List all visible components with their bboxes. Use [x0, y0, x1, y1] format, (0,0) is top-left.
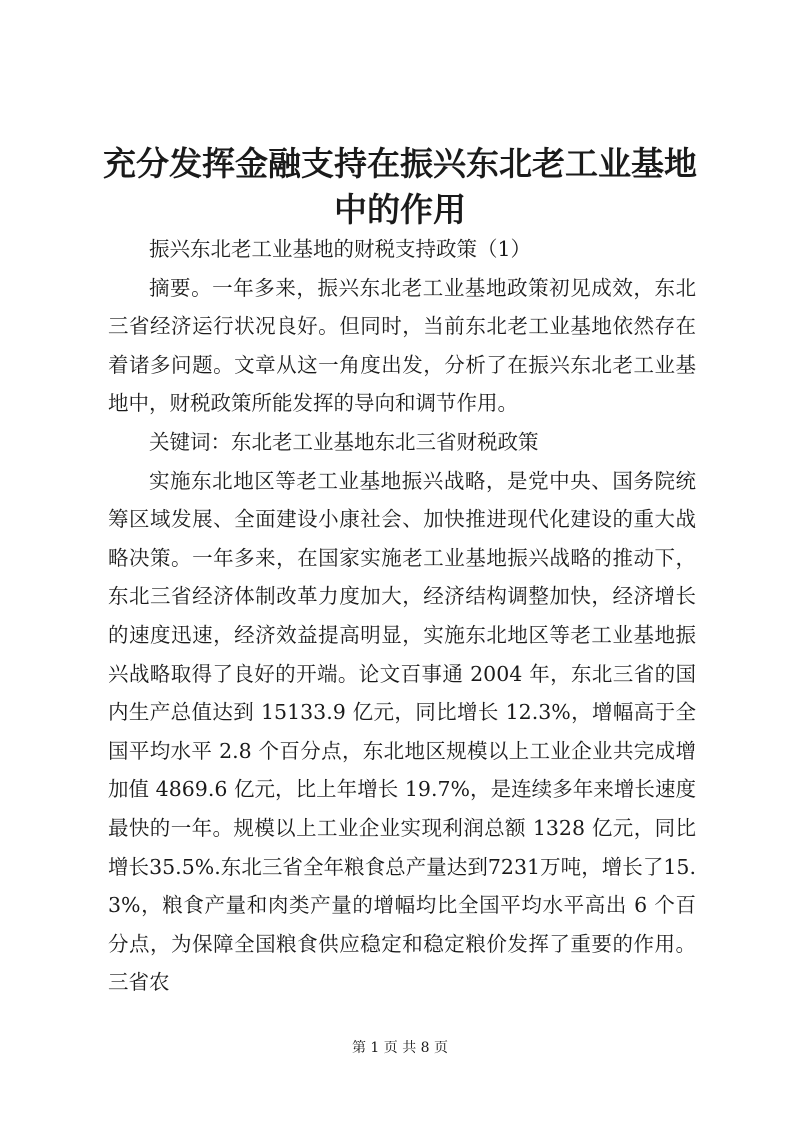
page-number-footer: 第 1 页 共 8 页 [351, 1040, 449, 1056]
body-paragraph: 实施东北地区等老工业基地振兴战略，是党中央、国务院统筹区域发展、全面建设小康社会、加快推进现代化建设的重大战略决策。一年多来，在国家实施老工业基地振兴战略的推动下，东北三省经济体制改革力度加大，经济结构调整加快，经济增长的速度迅速，经济效益提高明显，实施东北地区等老工业基地振兴战略取得了良好的开端。论文百事通 2004 年，东北三省的国内生产总值达到 15133.9 亿元，同比增长 12.3%，增幅高于全国平均水平 2.8 个百分点，东北地区规模以上工业企业共完成增加值 4869.6 亿元，比上年增长 19.7%，是连续多年来增长速度最快的一年。规模以上工业企业实现利润总额 1328 亿元，同比增长35.5%.东北三省全年粮食总产量达到7231万吨，增长了15.3%，粮食产量和肉类产量的增幅均比全国平均水平高出 6 个百分点，为保障全国粮食供应稳定和稳定粮价发挥了重要的作用。三省农 [108, 468, 696, 995]
document-body [108, 230, 696, 1002]
abstract-paragraph: 摘要。一年多来，振兴东北老工业基地政策初见成效，东北三省经济运行状况良好。但同时，当前东北老工业基地依然存在着诸多问题。文章从这一角度出发，分析了在振兴东北老工业基地中，财税政策所能发挥的导向和调节作用。 [108, 275, 696, 416]
keywords-paragraph: 关键词：东北老工业基地东北三省财税政策 [149, 429, 539, 454]
subtitle-paragraph: 振兴东北老工业基地的财税支持政策（1） [149, 237, 532, 261]
document-title: 充分发挥金融支持在振兴东北老工业基地中的作用 [103, 144, 697, 229]
